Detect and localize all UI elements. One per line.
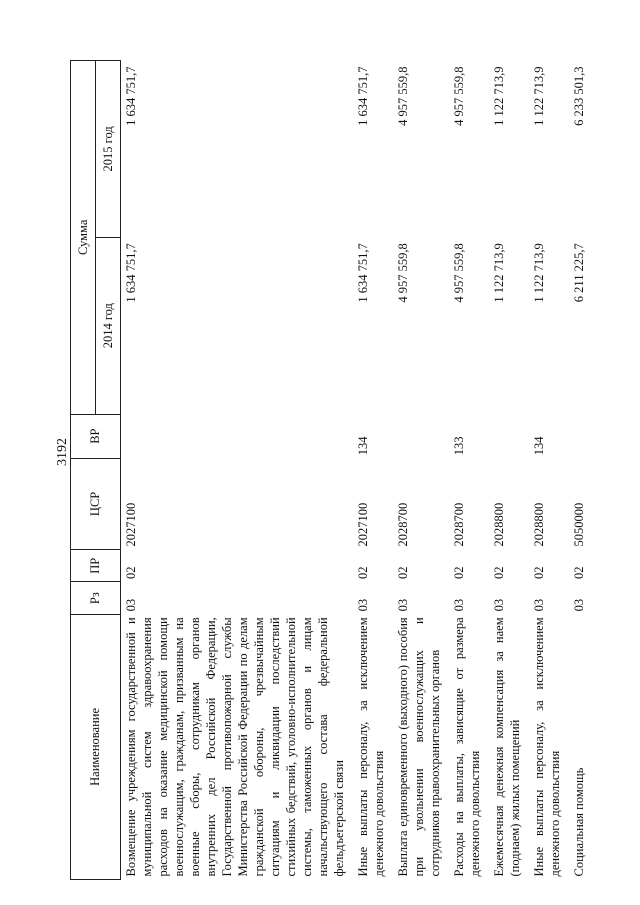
- row-sum-2014: 1 122 713,9: [492, 243, 506, 303]
- row-sum-2015: 4 957 559,8: [452, 66, 466, 126]
- row-sum-2015: 1 122 713,9: [532, 66, 546, 126]
- table-row: [121, 61, 354, 880]
- row-sum-2014: 1 122 713,9: [532, 243, 546, 303]
- row-rz: 03: [396, 598, 410, 612]
- row-sum-2014: 4 957 559,8: [452, 243, 466, 303]
- row-sum-2014: 1 634 751,7: [124, 243, 138, 303]
- header-vr: ВР: [71, 414, 121, 458]
- row-csr: 2027100: [356, 502, 370, 547]
- row-pr: 02: [124, 566, 138, 579]
- table-row: [449, 61, 489, 880]
- row-csr: 5050000: [572, 502, 586, 547]
- row-pr: 02: [492, 566, 506, 579]
- row-vr: 134: [356, 436, 370, 456]
- row-csr: 2028800: [492, 502, 506, 547]
- row-rz: 03: [356, 598, 370, 612]
- row-sum-2014: 4 957 559,8: [396, 243, 410, 303]
- row-sum-2014: 6 211 225,7: [572, 243, 586, 303]
- row-pr: 02: [396, 566, 410, 579]
- row-name: Социальная помощь: [572, 767, 586, 877]
- page-number: 3192: [55, 438, 70, 466]
- header-name: Наименование: [71, 614, 121, 879]
- budget-table-page: [70, 60, 586, 880]
- table-row: [489, 61, 529, 880]
- table-body: [121, 61, 594, 880]
- row-sum-2015: 1 634 751,7: [356, 66, 370, 126]
- header-csr: ЦСР: [71, 458, 121, 549]
- row-pr: 02: [356, 566, 370, 579]
- budget-table: [70, 60, 593, 880]
- row-rz: 03: [124, 598, 138, 612]
- header-2015: 2015 год: [96, 61, 121, 238]
- row-rz: 03: [452, 598, 466, 612]
- row-csr: 2028700: [396, 502, 410, 547]
- row-rz: 03: [492, 598, 506, 612]
- row-name: Выплата единовременного (выходного) пособия при увольнении военнослужащих и сотрудников правоохранительных органов: [396, 617, 442, 877]
- row-sum-2014: 1 634 751,7: [356, 243, 370, 303]
- table-row: [353, 61, 393, 880]
- row-csr: 2028700: [452, 502, 466, 547]
- row-sum-2015: 1 122 713,9: [492, 66, 506, 126]
- row-pr: 02: [572, 566, 586, 579]
- row-name: Иные выплаты персоналу, за исключением денежного довольствия: [356, 617, 386, 877]
- row-vr: [489, 414, 529, 458]
- header-sum: Сумма: [71, 61, 96, 415]
- row-rz: 03: [572, 598, 586, 612]
- row-name: Ежемесячная денежная компенсация за наем (поднаем) жилых помещений: [492, 617, 522, 877]
- table-row: [393, 61, 449, 880]
- row-csr: 2027100: [124, 502, 138, 547]
- row-vr: [121, 414, 354, 458]
- header-pr: ПР: [71, 550, 121, 582]
- row-csr: 2028800: [532, 502, 546, 547]
- table-header: [71, 61, 121, 880]
- row-pr: 02: [452, 566, 466, 579]
- table-row: [529, 61, 569, 880]
- row-name: Возмещение учреждениям государственной и муниципальной систем здравоохранения расходов на оказание медицинской помощи военнослужащим, гражданам, призванным на военные сборы, сотрудникам органов внутренних дел Российской Федерации, Государственной противопожарной службы Министерства Российской Федерации по делам гражданской обороны, чрезвычайным ситуациям и ликвидации последствий стихийных бедствий, уголовно-исполнительной системы, таможенных органов и лицам начальствующего состава федеральной фельдъегерской связи: [124, 617, 346, 877]
- header-2014: 2014 год: [96, 237, 121, 414]
- row-vr: 133: [452, 436, 466, 456]
- table-row: [569, 61, 593, 880]
- row-name: Иные выплаты персоналу, за исключением денежного довольствия: [532, 617, 562, 877]
- row-sum-2015: 6 233 501,3: [572, 66, 586, 126]
- row-vr: [393, 414, 449, 458]
- row-pr: 02: [532, 566, 546, 579]
- row-rz: 03: [532, 598, 546, 612]
- row-sum-2015: 1 634 751,7: [124, 66, 138, 126]
- row-vr: [569, 414, 593, 458]
- header-rz: Рз: [71, 582, 121, 614]
- row-vr: 134: [532, 436, 546, 456]
- row-name: Расходы на выплаты, зависящие от размера денежного довольствия: [452, 617, 482, 877]
- row-sum-2015: 4 957 559,8: [396, 66, 410, 126]
